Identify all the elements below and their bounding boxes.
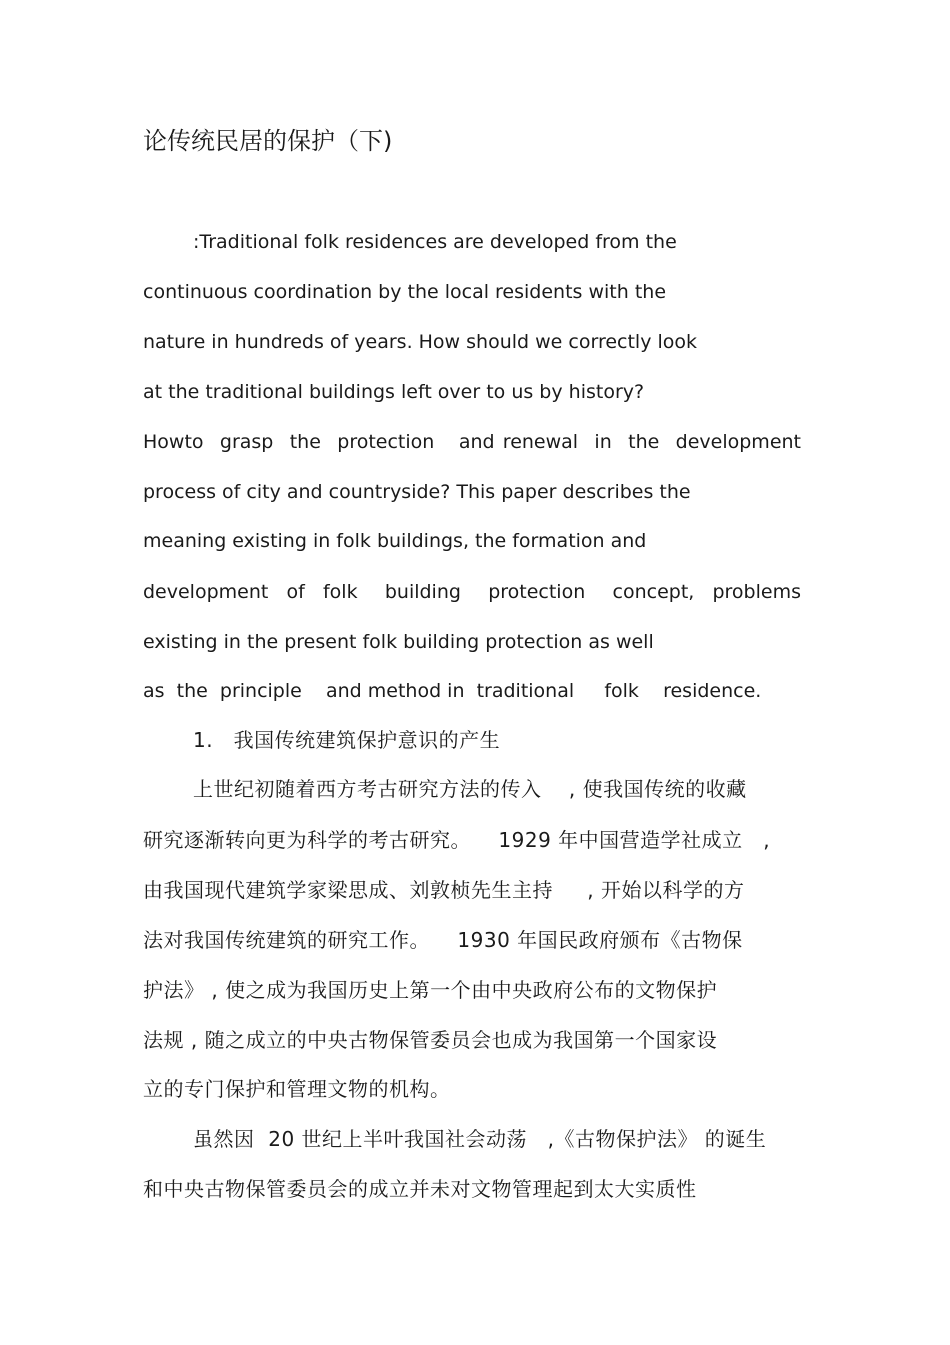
abstract-line-8: development of folk building protection concept, problems bbox=[143, 581, 801, 603]
abstract-line-3: nature in hundreds of years. How should we correctly look bbox=[143, 331, 698, 353]
body-line-6: 法规 , 随之成立的中央古物保管委员会也成为我国第一个国家设 bbox=[143, 1028, 718, 1052]
body-line-3: 由我国现代建筑学家梁思成、刘敦桢先生主持 , 开始以科学的方 bbox=[143, 878, 745, 902]
body-line-8: 虽然因 20 世纪上半叶我国社会动荡 ,《古物保护法》 的诞生 bbox=[193, 1127, 767, 1151]
abstract-line-2: continuous coordination by the local residents with the bbox=[143, 281, 667, 303]
abstract-line-1: :Traditional folk residences are developed from the bbox=[193, 231, 677, 253]
page-title: 论传统民居的保护（下) bbox=[143, 127, 393, 155]
abstract-line-7: meaning existing in folk buildings, the formation and bbox=[143, 530, 647, 552]
body-line-4: 法对我国传统建筑的研究工作。 1930 年国民政府颁布《古物保 bbox=[143, 928, 743, 952]
body-line-1: 上世纪初随着西方考古研究方法的传入 , 使我国传统的收藏 bbox=[193, 777, 747, 801]
abstract-line-5: Howto grasp the protection and renewal in the development bbox=[143, 431, 801, 453]
abstract-line-6: process of city and countryside? This paper describes the bbox=[143, 481, 691, 503]
section-heading: 1. 我国传统建筑保护意识的产生 bbox=[193, 728, 501, 752]
abstract-line-10: as the principle and method in traditional folk residence. bbox=[143, 680, 762, 702]
abstract-line-9: existing in the present folk building protection as well bbox=[143, 631, 654, 653]
body-line-5: 护法》 , 使之成为我国历史上第一个由中央政府公布的文物保护 bbox=[143, 978, 718, 1002]
body-line-2: 研究逐渐转向更为科学的考古研究。 1929 年中国营造学社成立 , bbox=[143, 828, 771, 852]
body-line-7: 立的专门保护和管理文物的机构。 bbox=[143, 1077, 451, 1101]
abstract-line-4: at the traditional buildings left over to us by history? bbox=[143, 381, 645, 403]
body-line-9: 和中央古物保管委员会的成立并未对文物管理起到太大实质性 bbox=[143, 1177, 697, 1201]
